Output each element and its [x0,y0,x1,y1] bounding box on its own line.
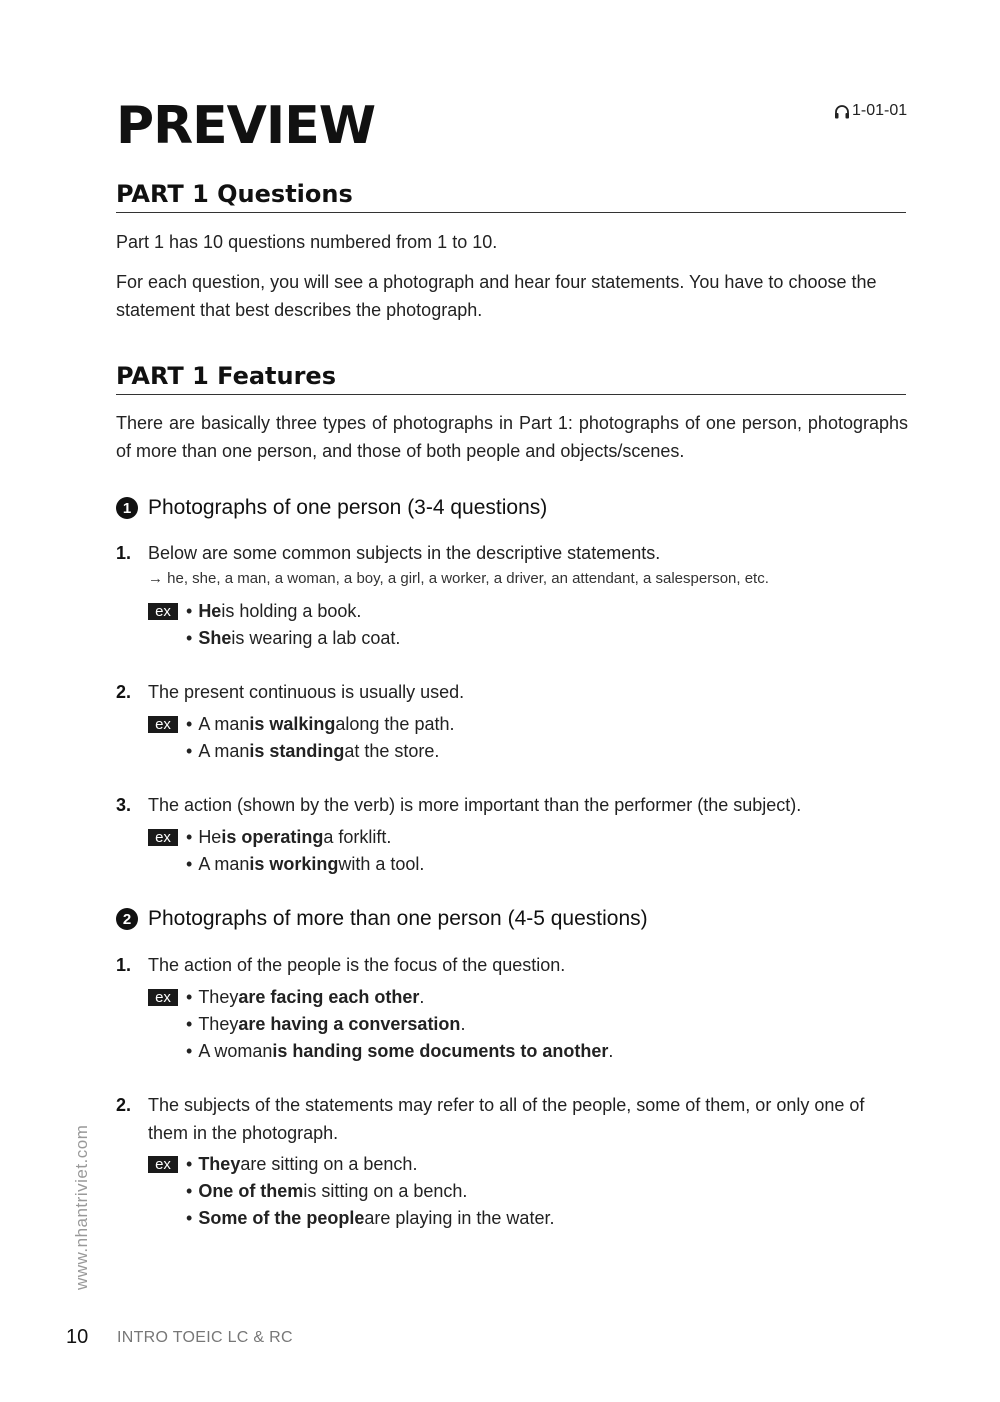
example-line: ex • He is holding a book. [148,598,400,625]
section2-title: Photographs of more than one person (4-5 questions) [148,907,648,930]
example-line: ex • A man is walking along the path. [148,711,454,738]
example-line: • They are having a conversation . [186,1014,466,1034]
part1-questions-heading: PART 1 Questions [116,180,906,213]
ex-badge: ex [148,829,178,846]
example-group [148,824,424,878]
example-line: • Some of the people are playing in the water. [186,1208,555,1228]
example-group [148,598,400,652]
part1-questions-p2: For each question, you will see a photograph and hear four statements. You have to choose the statement that best describes the photograph. [116,272,877,320]
headphones-icon [834,104,850,119]
list-item: 3. The action (shown by the verb) is more important than the performer (the subject). [116,795,802,815]
side-url: www.nhantriviet.com [72,1124,91,1290]
part1-features-heading: PART 1 Features [116,362,906,395]
example-line: ex • He is operating a forklift. [148,824,424,851]
ex-badge: ex [148,989,178,1006]
example-line: ex • They are sitting on a bench. [148,1151,554,1178]
track-code: 1-01-01 [852,102,908,119]
example-line: • A man is standing at the store. [186,741,440,761]
ex-badge: ex [148,716,178,733]
subject-note: → he, she, a man, a woman, a boy, a girl, a worker, a driver, an attendant, a salesperson, etc. [148,570,769,587]
example-group [148,984,613,1065]
example-line: • A man is working with a tool. [186,854,425,874]
section1-title: Photographs of one person (3-4 questions) [148,496,548,519]
example-line: • One of them is sitting on a bench. [186,1181,468,1201]
example-group [148,711,454,765]
number-marker-icon: 2 [116,908,138,930]
part1-features-intro: There are basically three types of photographs in Part 1: photographs of one person, photographs of more than one person, and those of both people and objects/scenes. [116,413,908,461]
list-item: 2. The subjects of the statements may refer to all of the people, some of them, or only one of them in the photograph. [116,1095,865,1143]
section2-heading [116,907,648,931]
number-marker-icon: 1 [116,497,138,519]
example-line: • A woman is handing some documents to another . [186,1041,614,1061]
audio-track [834,102,907,120]
section1-heading [116,496,547,520]
list-item: 1. The action of the people is the focus of the question. [116,955,566,975]
example-group [148,1151,554,1232]
page-number: 10 [66,1326,89,1348]
example-line: ex • They are facing each other . [148,984,613,1011]
part1-questions-p1: Part 1 has 10 questions numbered from 1 to 10. [116,232,498,252]
example-line: • She is wearing a lab coat. [186,628,401,648]
list-item: 1. Below are some common subjects in the descriptive statements. [116,543,661,563]
ex-badge: ex [148,1156,178,1173]
ex-badge: ex [148,603,178,620]
book-title: INTRO TOEIC LC & RC [117,1329,293,1346]
page-title: PREVIEW [116,96,376,156]
list-item: 2. The present continuous is usually used. [116,682,465,702]
